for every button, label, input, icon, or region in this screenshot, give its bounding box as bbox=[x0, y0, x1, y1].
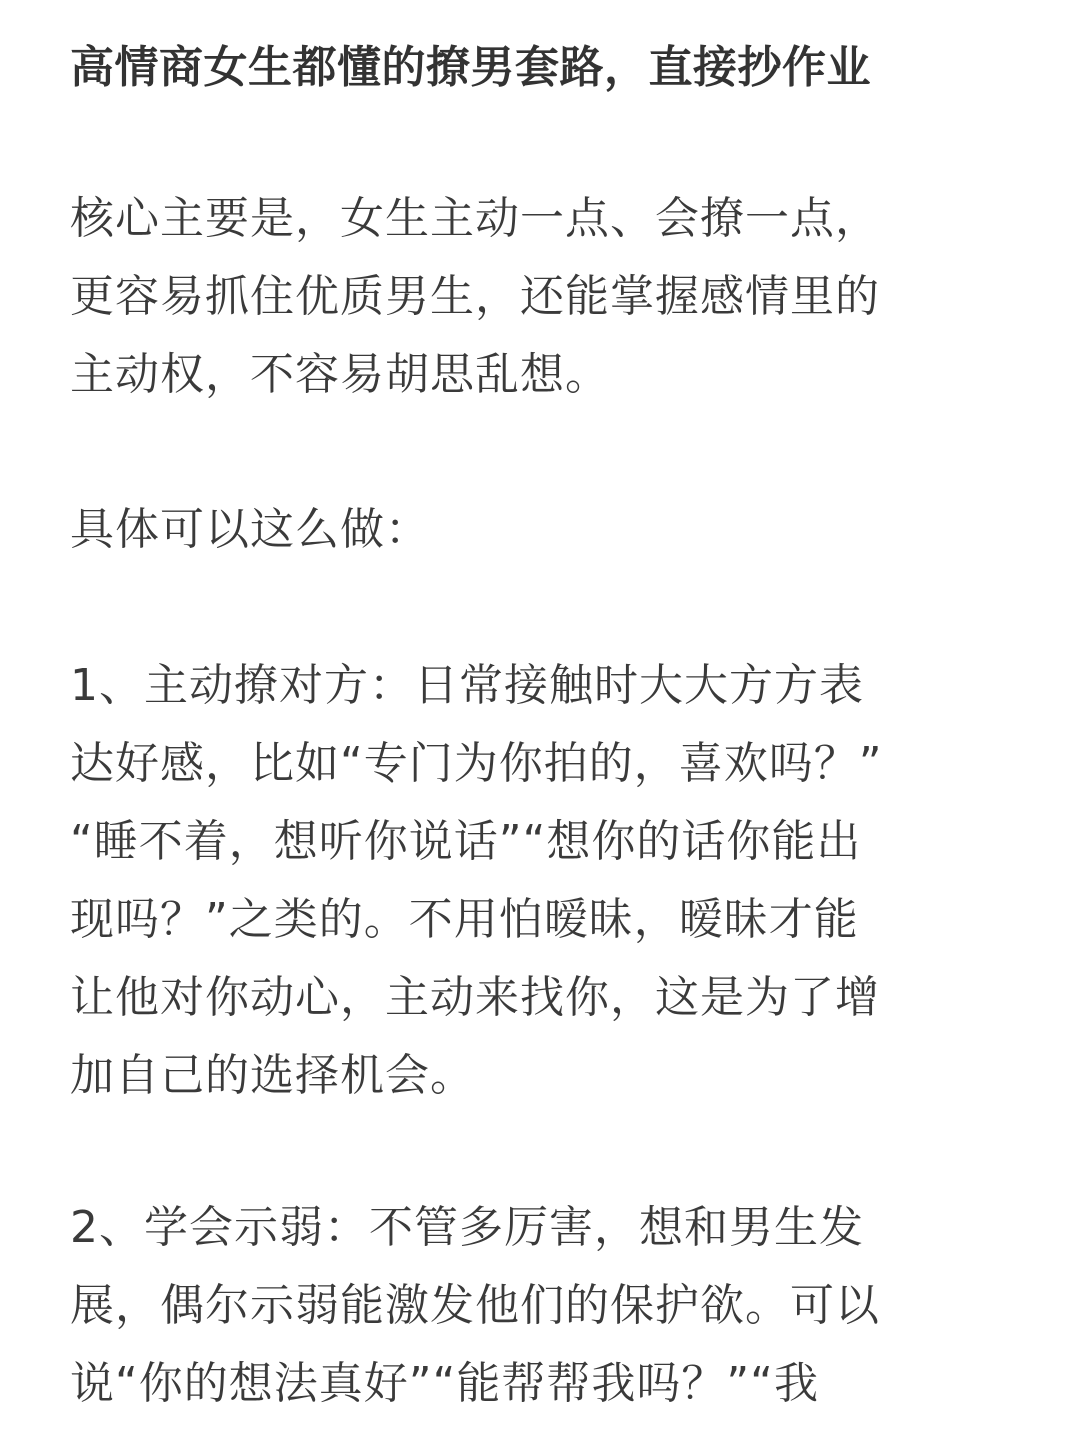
paragraph-line: “睡不着，想听你说话”“想你的话你能出 bbox=[70, 816, 862, 867]
paragraph-line: 说“你的想法真好”“能帮帮我吗？”“我 bbox=[70, 1358, 819, 1409]
paragraph-line: 2、学会示弱：不管多厉害，想和男生发 bbox=[70, 1202, 864, 1253]
paragraph-tip-2 bbox=[70, 1189, 880, 1423]
paragraph-line: 具体可以这么做： bbox=[70, 504, 430, 555]
paragraph-method-intro bbox=[70, 491, 430, 569]
paragraph-line: 更容易抓住优质男生，还能掌握感情里的 bbox=[70, 271, 880, 322]
article-title: 高情商女生都懂的撩男套路，直接抄作业 bbox=[70, 42, 871, 93]
paragraph-line: 现吗？”之类的。不用怕暧昧，暧昧才能 bbox=[70, 894, 859, 945]
paragraph-core-idea bbox=[70, 180, 880, 414]
paragraph-line: 达好感，比如“专门为你拍的，喜欢吗？” bbox=[70, 738, 883, 789]
paragraph-tip-1 bbox=[70, 647, 883, 1115]
paragraph-line: 1、主动撩对方：日常接触时大大方方表 bbox=[70, 660, 864, 711]
paragraph-line: 主动权，不容易胡思乱想。 bbox=[70, 349, 610, 400]
paragraph-line: 核心主要是，女生主动一点、会撩一点， bbox=[70, 193, 880, 244]
paragraph-line: 加自己的选择机会。 bbox=[70, 1050, 475, 1101]
paragraph-line: 展，偶尔示弱能激发他们的保护欲。可以 bbox=[70, 1280, 880, 1331]
paragraph-line: 让他对你动心，主动来找你，这是为了增 bbox=[70, 972, 880, 1023]
